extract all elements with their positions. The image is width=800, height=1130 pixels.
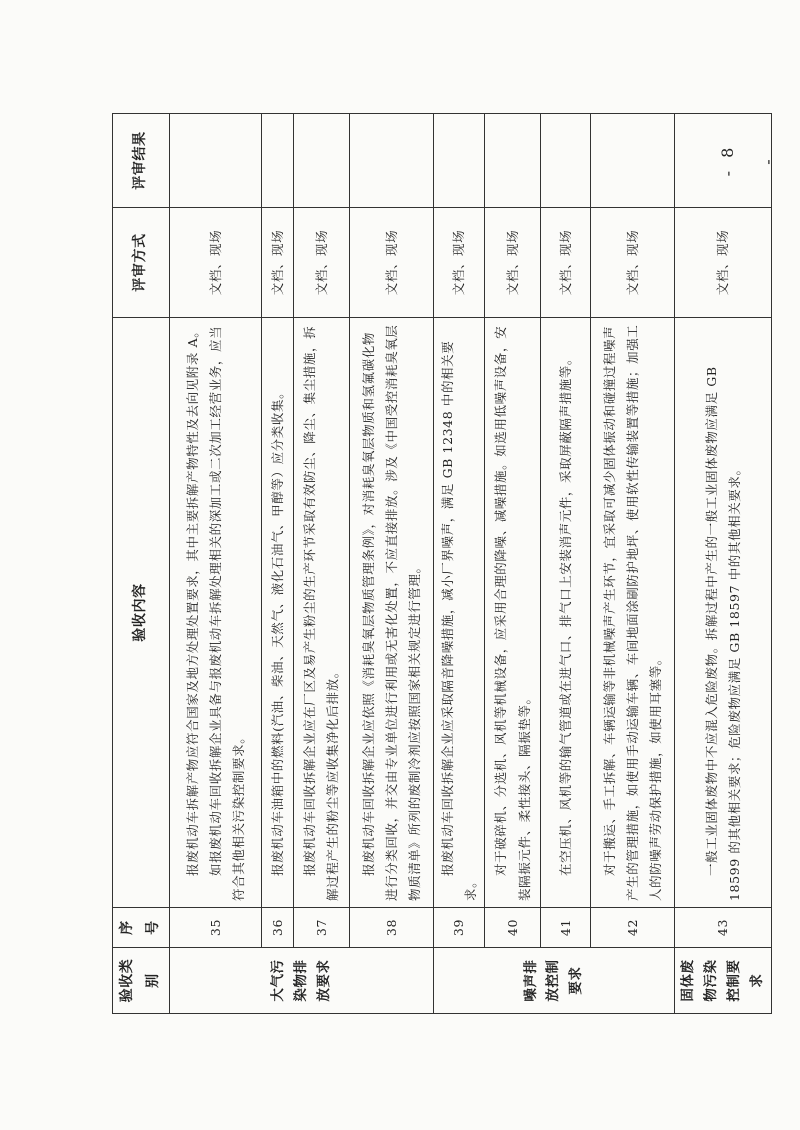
page-number: - 8 - <box>718 143 777 177</box>
table-row <box>349 114 433 1014</box>
content-paragraph: 如报废机动车回收拆解企业具备与报废机动车拆解处理相关的深加工或二次加工经营业务，应当符合其他相关污染控制要求。 <box>207 325 246 901</box>
row-number: 36 <box>261 908 293 948</box>
row-number: 38 <box>349 908 433 948</box>
review-result <box>169 114 261 208</box>
row-content <box>675 318 772 908</box>
row-content <box>541 318 591 908</box>
review-method: 文档、现场 <box>433 208 484 318</box>
row-number: 35 <box>169 908 261 948</box>
row-content <box>485 318 541 908</box>
table-row <box>485 114 541 1014</box>
category-noise-emission: 噪声排放控制要求 <box>433 948 674 1014</box>
content-paragraph: 报废机动车回收拆解企业应依照《消耗臭氧层物质管理条例》，对消耗臭氧层物质和氢氟碳化物进行分类回收，并交由专业单位进行利用或无害化处置，不应直接排放。涉及《中国受控消耗臭氧层物质清单》所列的废制冷剂应按照国家相关规定进行管理。 <box>360 324 422 901</box>
table-row <box>591 114 675 1014</box>
review-result <box>293 114 349 208</box>
table-row <box>169 114 261 1014</box>
row-number: 37 <box>293 908 349 948</box>
content-paragraph: 对于搬运、手工拆解、车辆运输等非机械噪声产生环节，宜采取可减少固体振动和碰撞过程噪声产生的管理措施，如使用手动运输车辆、车间地面涂刷防护地坪、使用软性传输装置等措施；加强工人的防噪声劳动保护措施，如使用耳塞等。 <box>601 324 664 901</box>
row-content <box>293 318 349 908</box>
content-paragraph: 报废机动车拆解产物应符合国家及地方处理处置要求，其中主要拆解产物特性及去向见附录 A。 <box>184 324 200 876</box>
review-method: 文档、现场 <box>349 208 433 318</box>
review-result <box>541 114 591 208</box>
content-paragraph: 在空压机、风机等的输气管道或在进气口、排气口上安装消声元件，采取屏蔽隔声措施等。 <box>557 351 573 876</box>
row-content <box>433 318 484 908</box>
review-method: 文档、现场 <box>293 208 349 318</box>
row-number: 39 <box>433 908 484 948</box>
review-result <box>349 114 433 208</box>
content-paragraph: 报废机动车回收拆解企业应采取隔音降噪措施，减小厂界噪声，满足 GB 12348 中的相关要求。 <box>439 340 478 901</box>
header-category: 验收类别 <box>113 948 170 1014</box>
header-content: 验收内容 <box>113 318 170 908</box>
table-row <box>293 114 349 1014</box>
table-row <box>675 114 772 1014</box>
table-row <box>261 114 293 1014</box>
content-paragraph: 报废机动车油箱中的燃料(汽油、柴油、天然气、液化石油气、甲醇等）应分类收集。 <box>269 385 285 876</box>
header-method: 评审方式 <box>113 208 170 318</box>
review-result <box>485 114 541 208</box>
header-result: 评审结果 <box>113 114 170 208</box>
row-content <box>591 318 675 908</box>
header-number: 序号 <box>113 908 170 948</box>
review-result <box>433 114 484 208</box>
acceptance-table <box>112 113 777 1014</box>
table-row <box>541 114 591 1014</box>
review-method: 文档、现场 <box>169 208 261 318</box>
table-row <box>433 114 484 1014</box>
review-method: 文档、现场 <box>261 208 293 318</box>
content-paragraph: 对于破碎机、分选机、风机等机械设备，应采用合理的降噪、减噪措施。如选用低噪声设备，安装隔振元件、柔性接头、隔振垫等。 <box>493 325 532 901</box>
table-header-row <box>113 114 170 1014</box>
category-solid-waste: 固体废物污染控制要求 <box>675 948 772 1014</box>
row-content <box>169 318 261 908</box>
review-method: 文档、现场 <box>541 208 591 318</box>
row-content <box>261 318 293 908</box>
row-number: 43 <box>675 908 772 948</box>
content-paragraph: 报废机动车回收拆解企业应在厂区及易产生粉尘的生产环节采取有效防尘、降尘、集尘措施，拆解过程产生的粉尘等应收集净化后排放。 <box>302 325 341 901</box>
category-air-emission: 大气污染物排放要求 <box>169 948 433 1014</box>
review-method: 文档、现场 <box>591 208 675 318</box>
review-result <box>261 114 293 208</box>
rotated-table-sheet <box>112 114 765 1014</box>
review-result <box>591 114 675 208</box>
row-number: 42 <box>591 908 675 948</box>
review-method: 文档、现场 <box>485 208 541 318</box>
review-method: 文档、现场 <box>675 208 772 318</box>
content-paragraph: 一般工业固体废物中不应混入危险废物。拆解过程中产生的一般工业固体废物应满足 GB 18599 的其他相关要求；危险废物应满足 GB 18597 中的其他相关要求。 <box>703 366 742 901</box>
row-number: 40 <box>485 908 541 948</box>
row-number: 41 <box>541 908 591 948</box>
row-content <box>349 318 433 908</box>
